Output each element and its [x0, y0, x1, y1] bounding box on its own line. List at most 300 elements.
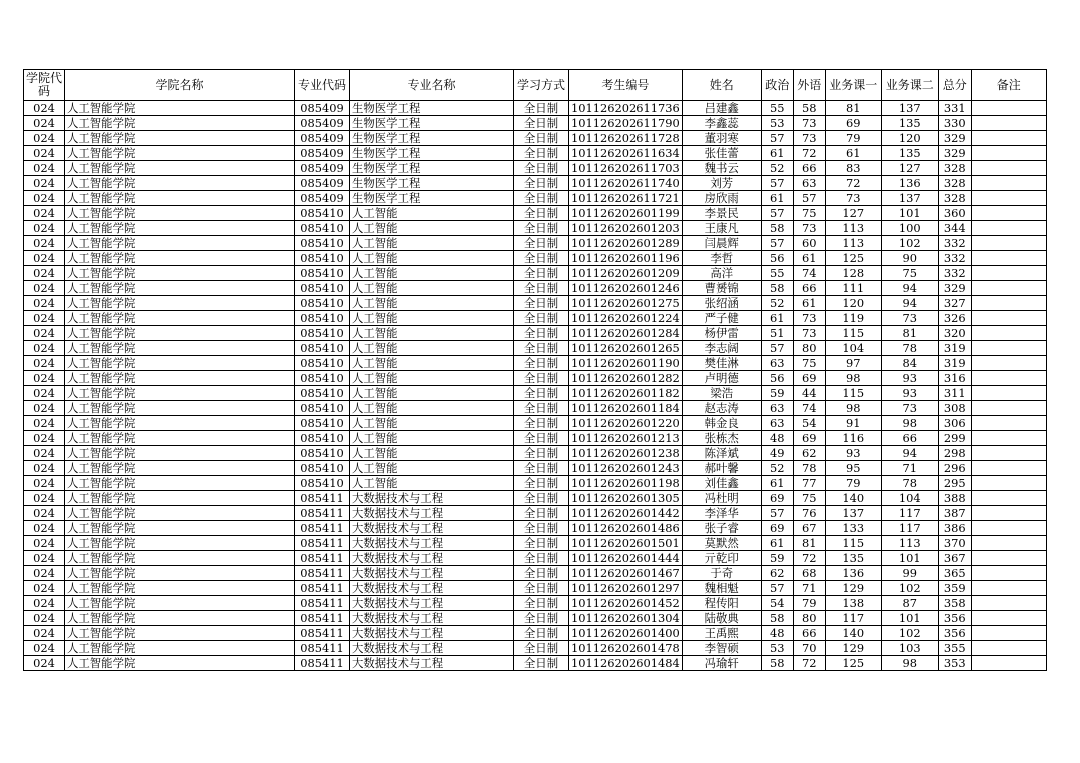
cell-major-code: 085410	[295, 461, 350, 476]
cell-subject-two-score: 71	[881, 461, 938, 476]
cell-total-score: 319	[938, 341, 971, 356]
cell-subject-one-score: 79	[825, 476, 881, 491]
cell-subject-one-score: 119	[825, 311, 881, 326]
cell-study-mode: 全日制	[514, 581, 569, 596]
table-row	[24, 521, 1047, 536]
cell-study-mode: 全日制	[514, 551, 569, 566]
cell-study-mode: 全日制	[514, 431, 569, 446]
cell-subject-two-score: 104	[881, 491, 938, 506]
cell-remarks	[971, 656, 1046, 671]
cell-college-code: 024	[24, 206, 65, 221]
cell-college-code: 024	[24, 146, 65, 161]
cell-remarks	[971, 626, 1046, 641]
cell-college-name: 人工智能学院	[65, 341, 295, 356]
cell-total-score: 386	[938, 521, 971, 536]
cell-candidate-number: 101126202601238	[569, 446, 683, 461]
cell-college-name: 人工智能学院	[65, 611, 295, 626]
cell-major-name: 大数据技术与工程	[350, 626, 514, 641]
cell-foreign-language-score: 69	[793, 371, 825, 386]
cell-major-name: 人工智能	[350, 401, 514, 416]
cell-foreign-language-score: 58	[793, 101, 825, 116]
cell-study-mode: 全日制	[514, 641, 569, 656]
cell-candidate-number: 101126202601289	[569, 236, 683, 251]
cell-subject-two-score: 93	[881, 386, 938, 401]
cell-college-code: 024	[24, 491, 65, 506]
cell-subject-two-score: 127	[881, 161, 938, 176]
cell-study-mode: 全日制	[514, 401, 569, 416]
cell-college-code: 024	[24, 476, 65, 491]
cell-foreign-language-score: 74	[793, 266, 825, 281]
cell-candidate-number: 101126202601203	[569, 221, 683, 236]
cell-total-score: 355	[938, 641, 971, 656]
cell-subject-two-score: 101	[881, 206, 938, 221]
cell-name: 张栋杰	[682, 431, 761, 446]
cell-foreign-language-score: 77	[793, 476, 825, 491]
cell-name: 卢明德	[682, 371, 761, 386]
cell-subject-two-score: 94	[881, 281, 938, 296]
cell-college-name: 人工智能学院	[65, 521, 295, 536]
cell-name: 张绍涵	[682, 296, 761, 311]
cell-remarks	[971, 206, 1046, 221]
cell-college-name: 人工智能学院	[65, 116, 295, 131]
cell-remarks	[971, 311, 1046, 326]
cell-politics-score: 63	[761, 416, 793, 431]
cell-politics-score: 57	[761, 236, 793, 251]
cell-remarks	[971, 236, 1046, 251]
cell-total-score: 332	[938, 266, 971, 281]
cell-total-score: 367	[938, 551, 971, 566]
cell-college-code: 024	[24, 281, 65, 296]
cell-subject-two-score: 94	[881, 296, 938, 311]
cell-subject-two-score: 117	[881, 506, 938, 521]
cell-candidate-number: 101126202611740	[569, 176, 683, 191]
cell-politics-score: 63	[761, 401, 793, 416]
cell-foreign-language-score: 67	[793, 521, 825, 536]
cell-college-name: 人工智能学院	[65, 356, 295, 371]
cell-college-code: 024	[24, 191, 65, 206]
cell-study-mode: 全日制	[514, 341, 569, 356]
cell-major-code: 085411	[295, 521, 350, 536]
cell-college-code: 024	[24, 251, 65, 266]
table-row	[24, 371, 1047, 386]
cell-foreign-language-score: 80	[793, 611, 825, 626]
cell-subject-two-score: 99	[881, 566, 938, 581]
cell-name: 李智硕	[682, 641, 761, 656]
cell-remarks	[971, 176, 1046, 191]
cell-remarks	[971, 566, 1046, 581]
table-row	[24, 236, 1047, 251]
cell-total-score: 326	[938, 311, 971, 326]
cell-politics-score: 69	[761, 491, 793, 506]
cell-college-name: 人工智能学院	[65, 221, 295, 236]
cell-study-mode: 全日制	[514, 371, 569, 386]
cell-foreign-language-score: 75	[793, 356, 825, 371]
cell-total-score: 319	[938, 356, 971, 371]
cell-college-code: 024	[24, 401, 65, 416]
cell-major-code: 085411	[295, 611, 350, 626]
cell-foreign-language-score: 68	[793, 566, 825, 581]
cell-subject-one-score: 98	[825, 371, 881, 386]
cell-college-name: 人工智能学院	[65, 176, 295, 191]
cell-foreign-language-score: 66	[793, 626, 825, 641]
cell-remarks	[971, 326, 1046, 341]
cell-foreign-language-score: 60	[793, 236, 825, 251]
cell-candidate-number: 101126202601400	[569, 626, 683, 641]
cell-subject-one-score: 113	[825, 221, 881, 236]
cell-name: 于奇	[682, 566, 761, 581]
cell-study-mode: 全日制	[514, 251, 569, 266]
cell-subject-two-score: 102	[881, 626, 938, 641]
cell-candidate-number: 101126202601265	[569, 341, 683, 356]
cell-study-mode: 全日制	[514, 521, 569, 536]
cell-college-code: 024	[24, 311, 65, 326]
cell-foreign-language-score: 72	[793, 656, 825, 671]
cell-remarks	[971, 401, 1046, 416]
cell-foreign-language-score: 73	[793, 311, 825, 326]
cell-total-score: 328	[938, 176, 971, 191]
cell-politics-score: 57	[761, 176, 793, 191]
table-row	[24, 251, 1047, 266]
table-row	[24, 356, 1047, 371]
cell-politics-score: 61	[761, 191, 793, 206]
cell-college-code: 024	[24, 431, 65, 446]
cell-subject-one-score: 135	[825, 551, 881, 566]
cell-foreign-language-score: 80	[793, 341, 825, 356]
cell-college-code: 024	[24, 236, 65, 251]
cell-politics-score: 58	[761, 611, 793, 626]
cell-total-score: 344	[938, 221, 971, 236]
table-row	[24, 416, 1047, 431]
cell-major-code: 085410	[295, 371, 350, 386]
cell-major-name: 人工智能	[350, 296, 514, 311]
cell-major-code: 085411	[295, 626, 350, 641]
cell-study-mode: 全日制	[514, 191, 569, 206]
cell-subject-one-score: 116	[825, 431, 881, 446]
cell-foreign-language-score: 61	[793, 251, 825, 266]
cell-subject-one-score: 97	[825, 356, 881, 371]
cell-total-score: 308	[938, 401, 971, 416]
table-row	[24, 641, 1047, 656]
cell-major-name: 人工智能	[350, 371, 514, 386]
cell-college-name: 人工智能学院	[65, 131, 295, 146]
header-college-name: 学院名称	[65, 70, 295, 101]
cell-subject-two-score: 90	[881, 251, 938, 266]
cell-subject-two-score: 135	[881, 146, 938, 161]
cell-college-code: 024	[24, 101, 65, 116]
cell-remarks	[971, 521, 1046, 536]
table-row	[24, 116, 1047, 131]
table-row	[24, 626, 1047, 641]
cell-subject-one-score: 91	[825, 416, 881, 431]
cell-name: 吕建鑫	[682, 101, 761, 116]
cell-subject-two-score: 102	[881, 236, 938, 251]
cell-subject-one-score: 73	[825, 191, 881, 206]
cell-college-name: 人工智能学院	[65, 326, 295, 341]
cell-college-name: 人工智能学院	[65, 506, 295, 521]
cell-college-code: 024	[24, 611, 65, 626]
cell-total-score: 331	[938, 101, 971, 116]
cell-politics-score: 62	[761, 566, 793, 581]
cell-candidate-number: 101126202601452	[569, 596, 683, 611]
cell-study-mode: 全日制	[514, 281, 569, 296]
cell-major-code: 085410	[295, 236, 350, 251]
cell-subject-one-score: 98	[825, 401, 881, 416]
cell-name: 亓乾印	[682, 551, 761, 566]
cell-subject-two-score: 78	[881, 476, 938, 491]
cell-subject-two-score: 73	[881, 311, 938, 326]
cell-total-score: 370	[938, 536, 971, 551]
cell-remarks	[971, 386, 1046, 401]
cell-major-name: 人工智能	[350, 266, 514, 281]
cell-foreign-language-score: 73	[793, 326, 825, 341]
cell-college-name: 人工智能学院	[65, 626, 295, 641]
cell-candidate-number: 101126202601224	[569, 311, 683, 326]
cell-major-code: 085411	[295, 581, 350, 596]
cell-subject-one-score: 111	[825, 281, 881, 296]
table-row	[24, 566, 1047, 581]
cell-major-name: 大数据技术与工程	[350, 596, 514, 611]
cell-candidate-number: 101126202601501	[569, 536, 683, 551]
cell-major-code: 085411	[295, 536, 350, 551]
cell-college-name: 人工智能学院	[65, 311, 295, 326]
cell-subject-two-score: 94	[881, 446, 938, 461]
cell-total-score: 316	[938, 371, 971, 386]
cell-major-code: 085410	[295, 251, 350, 266]
cell-college-name: 人工智能学院	[65, 446, 295, 461]
cell-major-name: 大数据技术与工程	[350, 611, 514, 626]
cell-politics-score: 56	[761, 251, 793, 266]
cell-major-code: 085409	[295, 131, 350, 146]
cell-college-name: 人工智能学院	[65, 236, 295, 251]
cell-subject-two-score: 98	[881, 416, 938, 431]
cell-subject-one-score: 113	[825, 236, 881, 251]
cell-college-name: 人工智能学院	[65, 491, 295, 506]
cell-college-code: 024	[24, 371, 65, 386]
cell-college-code: 024	[24, 461, 65, 476]
cell-major-code: 085410	[295, 206, 350, 221]
cell-college-name: 人工智能学院	[65, 656, 295, 671]
cell-major-name: 大数据技术与工程	[350, 536, 514, 551]
cell-subject-one-score: 79	[825, 131, 881, 146]
cell-study-mode: 全日制	[514, 566, 569, 581]
table-row	[24, 476, 1047, 491]
cell-subject-one-score: 127	[825, 206, 881, 221]
cell-politics-score: 58	[761, 281, 793, 296]
cell-major-name: 人工智能	[350, 431, 514, 446]
cell-college-name: 人工智能学院	[65, 416, 295, 431]
cell-college-name: 人工智能学院	[65, 251, 295, 266]
cell-college-name: 人工智能学院	[65, 371, 295, 386]
table-row	[24, 296, 1047, 311]
cell-study-mode: 全日制	[514, 311, 569, 326]
cell-politics-score: 49	[761, 446, 793, 461]
header-name: 姓名	[682, 70, 761, 101]
cell-subject-two-score: 102	[881, 581, 938, 596]
cell-study-mode: 全日制	[514, 386, 569, 401]
cell-subject-two-score: 87	[881, 596, 938, 611]
cell-subject-two-score: 78	[881, 341, 938, 356]
cell-college-code: 024	[24, 536, 65, 551]
table-row	[24, 161, 1047, 176]
cell-major-name: 生物医学工程	[350, 116, 514, 131]
cell-name: 曹赟锦	[682, 281, 761, 296]
cell-major-name: 人工智能	[350, 221, 514, 236]
cell-remarks	[971, 641, 1046, 656]
cell-politics-score: 56	[761, 371, 793, 386]
cell-politics-score: 52	[761, 161, 793, 176]
cell-candidate-number: 101126202601275	[569, 296, 683, 311]
cell-study-mode: 全日制	[514, 416, 569, 431]
cell-remarks	[971, 281, 1046, 296]
cell-college-code: 024	[24, 506, 65, 521]
cell-total-score: 311	[938, 386, 971, 401]
cell-subject-one-score: 93	[825, 446, 881, 461]
cell-subject-one-score: 115	[825, 536, 881, 551]
cell-remarks	[971, 551, 1046, 566]
cell-subject-two-score: 135	[881, 116, 938, 131]
cell-subject-one-score: 95	[825, 461, 881, 476]
cell-candidate-number: 101126202601484	[569, 656, 683, 671]
cell-major-code: 085410	[295, 476, 350, 491]
cell-politics-score: 52	[761, 461, 793, 476]
cell-subject-one-score: 115	[825, 326, 881, 341]
cell-name: 高洋	[682, 266, 761, 281]
cell-college-name: 人工智能学院	[65, 431, 295, 446]
cell-subject-two-score: 101	[881, 611, 938, 626]
cell-total-score: 328	[938, 191, 971, 206]
cell-major-code: 085409	[295, 176, 350, 191]
cell-college-code: 024	[24, 326, 65, 341]
table-row	[24, 326, 1047, 341]
cell-candidate-number: 101126202601467	[569, 566, 683, 581]
cell-foreign-language-score: 61	[793, 296, 825, 311]
cell-remarks	[971, 356, 1046, 371]
cell-total-score: 320	[938, 326, 971, 341]
cell-remarks	[971, 221, 1046, 236]
cell-college-name: 人工智能学院	[65, 551, 295, 566]
cell-remarks	[971, 431, 1046, 446]
cell-politics-score: 57	[761, 506, 793, 521]
table-row	[24, 146, 1047, 161]
cell-total-score: 356	[938, 611, 971, 626]
cell-college-name: 人工智能学院	[65, 581, 295, 596]
cell-subject-one-score: 115	[825, 386, 881, 401]
cell-subject-one-score: 140	[825, 491, 881, 506]
table-row	[24, 206, 1047, 221]
cell-politics-score: 53	[761, 641, 793, 656]
header-foreign-language: 外语	[793, 70, 825, 101]
cell-subject-two-score: 117	[881, 521, 938, 536]
cell-candidate-number: 101126202601198	[569, 476, 683, 491]
cell-college-code: 024	[24, 386, 65, 401]
cell-college-name: 人工智能学院	[65, 386, 295, 401]
cell-candidate-number: 101126202601442	[569, 506, 683, 521]
cell-major-name: 人工智能	[350, 356, 514, 371]
cell-foreign-language-score: 57	[793, 191, 825, 206]
cell-subject-two-score: 93	[881, 371, 938, 386]
cell-name: 刘芳	[682, 176, 761, 191]
table-row	[24, 656, 1047, 671]
table-row	[24, 536, 1047, 551]
cell-foreign-language-score: 62	[793, 446, 825, 461]
cell-major-code: 085410	[295, 221, 350, 236]
cell-college-code: 024	[24, 566, 65, 581]
cell-major-code: 085410	[295, 281, 350, 296]
cell-college-code: 024	[24, 356, 65, 371]
table-row	[24, 131, 1047, 146]
cell-foreign-language-score: 66	[793, 281, 825, 296]
cell-college-code: 024	[24, 641, 65, 656]
cell-study-mode: 全日制	[514, 476, 569, 491]
cell-remarks	[971, 116, 1046, 131]
cell-foreign-language-score: 71	[793, 581, 825, 596]
cell-foreign-language-score: 73	[793, 221, 825, 236]
cell-study-mode: 全日制	[514, 446, 569, 461]
header-major-code: 专业代码	[295, 70, 350, 101]
cell-candidate-number: 101126202601243	[569, 461, 683, 476]
cell-politics-score: 63	[761, 356, 793, 371]
cell-study-mode: 全日制	[514, 101, 569, 116]
cell-major-code: 085411	[295, 566, 350, 581]
cell-subject-two-score: 66	[881, 431, 938, 446]
cell-major-name: 生物医学工程	[350, 161, 514, 176]
cell-subject-one-score: 81	[825, 101, 881, 116]
cell-remarks	[971, 101, 1046, 116]
cell-college-name: 人工智能学院	[65, 296, 295, 311]
cell-total-score: 329	[938, 146, 971, 161]
cell-major-code: 085409	[295, 116, 350, 131]
cell-name: 莫默然	[682, 536, 761, 551]
cell-study-mode: 全日制	[514, 596, 569, 611]
header-row	[24, 70, 1047, 101]
cell-subject-one-score: 69	[825, 116, 881, 131]
cell-major-name: 大数据技术与工程	[350, 521, 514, 536]
cell-politics-score: 48	[761, 626, 793, 641]
cell-major-code: 085410	[295, 266, 350, 281]
header-study-mode: 学习方式	[514, 70, 569, 101]
cell-candidate-number: 101126202601184	[569, 401, 683, 416]
cell-candidate-number: 101126202601478	[569, 641, 683, 656]
cell-name: 杨伊雷	[682, 326, 761, 341]
cell-subject-one-score: 129	[825, 581, 881, 596]
cell-politics-score: 58	[761, 656, 793, 671]
cell-name: 张子睿	[682, 521, 761, 536]
cell-foreign-language-score: 74	[793, 401, 825, 416]
cell-major-code: 085411	[295, 656, 350, 671]
cell-subject-one-score: 137	[825, 506, 881, 521]
cell-major-code: 085410	[295, 326, 350, 341]
table-row	[24, 281, 1047, 296]
cell-name: 严子健	[682, 311, 761, 326]
cell-foreign-language-score: 44	[793, 386, 825, 401]
cell-major-code: 085409	[295, 101, 350, 116]
cell-name: 李景民	[682, 206, 761, 221]
cell-candidate-number: 101126202611790	[569, 116, 683, 131]
cell-politics-score: 57	[761, 341, 793, 356]
header-candidate-number: 考生编号	[569, 70, 683, 101]
cell-remarks	[971, 371, 1046, 386]
cell-name: 冯瑜轩	[682, 656, 761, 671]
cell-foreign-language-score: 79	[793, 596, 825, 611]
cell-foreign-language-score: 66	[793, 161, 825, 176]
cell-name: 李泽华	[682, 506, 761, 521]
cell-subject-two-score: 98	[881, 656, 938, 671]
cell-major-code: 085411	[295, 551, 350, 566]
cell-college-name: 人工智能学院	[65, 281, 295, 296]
cell-candidate-number: 101126202611634	[569, 146, 683, 161]
cell-subject-two-score: 81	[881, 326, 938, 341]
cell-foreign-language-score: 72	[793, 146, 825, 161]
